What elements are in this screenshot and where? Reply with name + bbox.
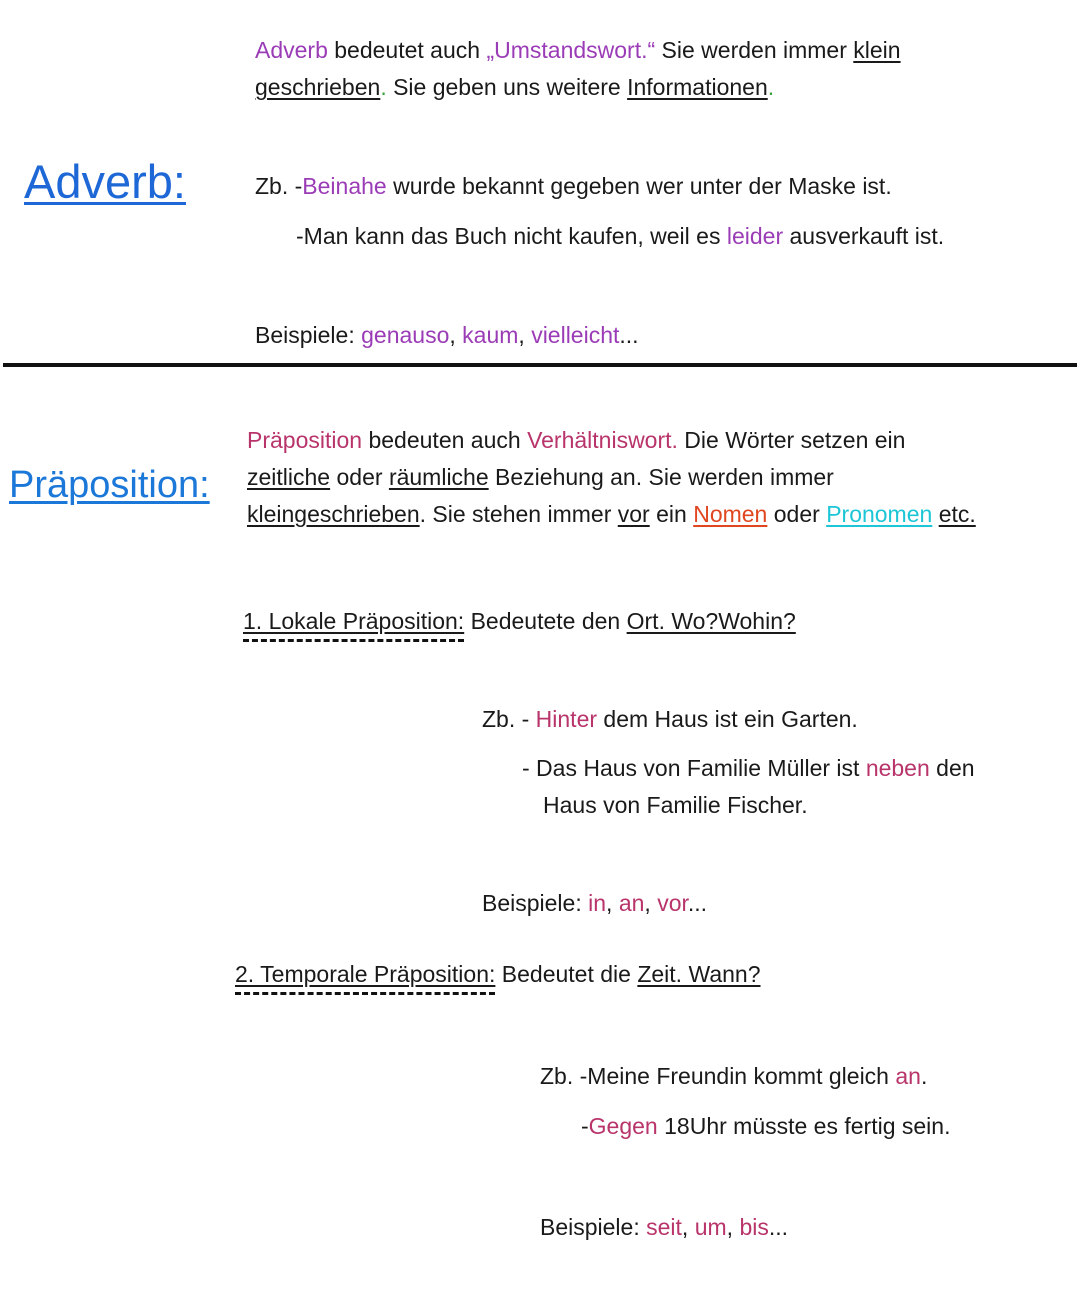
beispiel-word: an — [618, 890, 645, 916]
example-word: Hinter — [535, 706, 598, 732]
beispiel-word: vielleicht — [531, 322, 620, 348]
praep-intro-line-3 — [247, 501, 976, 529]
separator: , — [726, 1214, 740, 1240]
underlined-geschrieben: geschrieben — [255, 74, 381, 100]
ellipsis: ... — [619, 322, 639, 348]
underlined-etc: etc. — [938, 501, 976, 527]
example-word: an — [895, 1063, 921, 1089]
separator: , — [681, 1214, 695, 1240]
temporal-title-line — [235, 961, 761, 995]
beispiel-word: um — [694, 1214, 727, 1240]
beispiel-word: in — [588, 890, 607, 916]
lokal-text: Bedeutete den — [464, 608, 627, 634]
beispiele-label: Beispiele: — [255, 322, 362, 348]
intro-text: ein — [649, 501, 694, 527]
underlined-raeumliche: räumliche — [388, 464, 489, 490]
intro-text: bedeutet auch — [327, 37, 487, 63]
lokal-title: 1. Lokale Präposition: — [243, 608, 464, 642]
intro-text: Sie werden immer — [655, 37, 854, 63]
adverb-example-1 — [255, 173, 892, 201]
period: . — [380, 74, 387, 100]
praep-intro-line-2 — [247, 464, 834, 492]
intro-text: Sie geben uns weitere — [386, 74, 628, 100]
ellipsis: ... — [687, 890, 708, 916]
temporal-text: Bedeutet die — [495, 961, 638, 987]
example-text: - Das Haus von Familie Müller ist — [522, 755, 866, 781]
separator: , — [449, 322, 463, 348]
ellipsis: ... — [768, 1214, 789, 1240]
beispiel-word: seit — [646, 1214, 682, 1240]
beispiel-word: vor — [657, 890, 688, 916]
example-text: ausverkauft ist. — [783, 223, 945, 249]
beispiel-word: genauso — [361, 322, 450, 348]
intro-text: . Sie stehen immer — [419, 501, 618, 527]
temporal-title: 2. Temporale Präposition: — [235, 961, 495, 995]
underlined-kleingeschrieben: kleingeschrieben — [247, 501, 420, 527]
intro-text: oder — [330, 464, 389, 490]
underlined-informationen: Informationen — [627, 74, 768, 100]
section-divider — [3, 363, 1077, 367]
example-prefix: Zb. - — [482, 706, 536, 732]
underlined-nomen: Nomen — [693, 501, 768, 527]
beispiel-word: bis — [739, 1214, 769, 1240]
lokal-example-1 — [482, 706, 858, 734]
example-text: . — [920, 1063, 928, 1089]
intro-text: Beziehung an. Sie werden immer — [488, 464, 834, 490]
example-word: neben — [865, 755, 930, 781]
example-text: wurde bekannt gegeben wer unter der Maske ist. — [386, 173, 892, 199]
temporal-example-1 — [540, 1063, 927, 1091]
example-text: den — [929, 755, 975, 781]
intro-text: Die Wörter setzen ein — [677, 427, 906, 453]
praeposition-heading: Präposition: — [9, 464, 210, 506]
temporal-example-2 — [581, 1113, 950, 1141]
temporal-beispiele — [540, 1214, 788, 1242]
term-verhaeltniswort: Verhältniswort. — [527, 427, 678, 453]
period: . — [767, 74, 775, 100]
example-text: dem Haus ist ein Garten. — [597, 706, 858, 732]
term-adverb: Adverb — [255, 37, 328, 63]
intro-text: oder — [767, 501, 827, 527]
example-text: Zb. -Meine Freundin kommt gleich — [540, 1063, 896, 1089]
lokal-example-2-cont: Haus von Familie Fischer. — [543, 792, 808, 818]
beispiel-word: kaum — [462, 322, 519, 348]
underlined-vor: vor — [617, 501, 650, 527]
separator: , — [518, 322, 532, 348]
separator: , — [606, 890, 619, 916]
underlined-zeit: Zeit. Wann? — [637, 961, 761, 987]
example-prefix: Zb. - — [255, 173, 303, 199]
example-word: Gegen — [588, 1113, 658, 1139]
intro-text: bedeuten auch — [362, 427, 528, 453]
adverb-heading: Adverb: — [24, 155, 186, 208]
example-word: Beinahe — [302, 173, 387, 199]
term-umstandswort: „Umstandswort.“ — [486, 37, 656, 63]
term-praeposition: Präposition — [247, 427, 363, 453]
adverb-intro-line-2 — [255, 74, 774, 102]
adverb-example-2 — [296, 223, 944, 251]
adverb-intro-line-1 — [255, 37, 901, 65]
underlined-pronomen: Pronomen — [826, 501, 933, 527]
beispiele-label: Beispiele: — [482, 890, 589, 916]
underlined-zeitliche: zeitliche — [247, 464, 331, 490]
praep-intro-line-1 — [247, 427, 905, 455]
example-text: 18Uhr müsste es fertig sein. — [657, 1113, 951, 1139]
lokal-beispiele — [482, 890, 707, 918]
beispiele-label: Beispiele: — [540, 1214, 647, 1240]
separator: , — [644, 890, 658, 916]
example-word: leider — [726, 223, 784, 249]
example-text: -Man kann das Buch nicht kaufen, weil es — [296, 223, 727, 249]
lokal-title-line — [243, 608, 796, 642]
adverb-beispiele — [255, 322, 639, 350]
underlined-klein: klein — [853, 37, 901, 63]
example-prefix: - — [581, 1113, 589, 1139]
lokal-example-2 — [522, 755, 975, 783]
underlined-ort: Ort. Wo?Wohin? — [626, 608, 796, 634]
